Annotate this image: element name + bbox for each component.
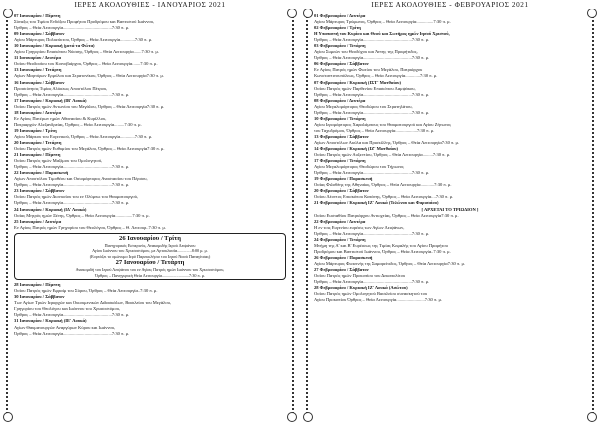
- service-detail: Αγίου Προκοπίου Όρθρος – Θεία Λειτουργία.........................7:30 π. μ.: [314, 297, 443, 303]
- service-date: 22 Φεβρουαρίου / Δευτέρα: [314, 218, 366, 224]
- service-date: 18 Ιανουαρίου / Δευτέρα: [14, 109, 62, 115]
- service-detail: Αγίου Μάρτυρος Πολυεύκτου, Όρθρος – Θεία Λειτουργία.............7:30 π. μ.: [14, 37, 153, 43]
- box-line: Αγίου Ιωάννου του Χρυσοστόμου, με Αρτοκλασία..............8:00 μ. μ.: [92, 248, 208, 254]
- ornament-icon: [3, 8, 13, 18]
- service-detail: Οσίας Φιλοθέης της Αθηναίας, Όρθρος – Θεία Λειτουργία............7:30 π. μ.: [314, 182, 452, 188]
- ornament-icon: [587, 412, 597, 422]
- page-title: ΙΕΡΕΣ ΑΚΟΛΟΥΘΙΕΣ - ΙΑΝΟΥΑΡΙΟΣ 2021: [0, 1, 300, 9]
- service-date: 21 Ιανουαρίου / Πέμπτη: [14, 152, 61, 158]
- service-detail: Όρθρος – Θεία Λειτουργία...........................................7:30 π. μ.: [314, 37, 430, 43]
- service-detail: Όρθρος – Θεία Λειτουργία...........................................7:30 π. μ.: [314, 170, 430, 176]
- ornament-icon: [3, 412, 13, 422]
- service-date: 27 Φεβρουαρίου / Σάββατον: [314, 266, 369, 272]
- service-detail: Όρθρος – Θεία Λειτουργία...........................................7:30 π. μ.: [14, 182, 130, 188]
- service-date: 17 Ιανουαρίου / Κυριακή (ΙΒ' Λουκά): [14, 97, 87, 103]
- service-date: 20 Ιανουαρίου / Τετάρτη: [14, 139, 62, 145]
- service-detail: Η εν τοις Ευγενίου ευρέσις των Αγίων Λειψάνων,: [314, 224, 405, 230]
- service-detail: Αγίου Μάρτυρος Τρύφωνος, Όρθρος – Θεία Λειτουργία...............7:30 π. μ.: [314, 19, 451, 25]
- service-date: 23 Ιανουαρίου / Σάββατον: [14, 188, 65, 194]
- service-date: 31 Ιανουαρίου / Κυριακή (ΙΕ' Λουκά): [14, 318, 87, 324]
- service-detail: Οσίου Πατρός ημών Αντωνίου του Μεγάλου, Όρθρος – Θεία Λειτουργία7:30 π. μ.: [14, 103, 165, 109]
- ornament-icon: [287, 412, 297, 422]
- service-detail: Όρθρος – Θεία Λειτουργία...........................................7:30 π. μ.: [14, 200, 130, 206]
- service-detail: Πατριαρχών Αλεξανδρείας, Όρθρος – Θεία Λειτουργία.........7:30 π. μ.: [14, 121, 142, 127]
- service-detail: Αγίων Μαρτύρων Ερμύλου και Στρατονίκου, Όρθρος – Θεία Λειτουργία7:30 π. μ.: [14, 73, 164, 79]
- service-detail: Οσίου Πατρός ημών Μαξίμου του Ομολογητού,: [14, 158, 103, 164]
- service-date: 01 Φεβρουαρίου / Δευτέρα: [314, 13, 366, 18]
- service-date: 11 Ιανουαρίου / Δευτέρα: [14, 55, 61, 61]
- ornament-icon: [303, 412, 313, 422]
- service-detail: Αγίου Μεγαλομάρτυρος Θεοδώρου του Τήρωνος: [314, 164, 404, 170]
- service-detail: Όρθρος – Θεία Λειτουργία...........................................7:30 π. μ.: [14, 91, 130, 97]
- service-date: 19 Φεβρουαρίου / Παρασκευή: [314, 176, 373, 182]
- box-line: Όρθρος – Πανηγυρική Θεία Λειτουργία..........................7:30 π. μ.: [94, 272, 206, 278]
- service-detail: Όρθρος – Θεία Λειτουργία...........................................7:30 π. μ.: [14, 312, 130, 318]
- box-line: Ανακομιδή του Ιερού Λειψάνου του εν Αγίοις Πατρός ημών Ιωάννου του Χρυσοστόμου,: [75, 267, 225, 273]
- service-detail: Οσίου Πατρός ημών Εφραίμ του Σύρου, Όρθρος – Θεία Λειτουργία..7:30 π. μ.: [14, 288, 158, 294]
- service-detail: Όρθρος – Θεία Λειτουργία...........................................7:30 π. μ.: [314, 109, 430, 115]
- service-detail: Οσίου Πατρός ημών Παρθενίου Επισκόπου Λαμψάκου,: [314, 85, 416, 91]
- service-detail: Όρθρος – Θεία Λειτουργία...........................................7:30 π. μ.: [314, 230, 430, 236]
- service-date: Η Υπαπαντή του Κυρίου και Θεού και Σωτήρος ημών Ιησού Χριστού,: [314, 31, 450, 37]
- ornament-icon: [287, 8, 297, 18]
- schedule-list: [314, 13, 586, 303]
- service-detail: Αγίου Μάρτυρος Φωτεινής της Σαμαρείτιδος, Όρθρος – Θεία Λειτουργία7:30 π. μ.: [314, 260, 466, 266]
- service-detail: Αγίου Γρηγορίου Επισκόπου Νύσσης, Όρθρος – Θεία Λειτουργία.......7:30 π. μ.: [14, 49, 159, 55]
- box-heading: 27 Ιανουαρίου / Τετάρτη: [115, 259, 185, 267]
- ornament-icon: [587, 8, 597, 18]
- service-detail: Οσίου Πατρός ημών Ευθυμίου του Μεγάλου, Όρθρος – Θεία Λειτουργία7:30 π. μ.: [14, 146, 165, 152]
- service-date: 25 Ιανουαρίου / Δευτέρα: [14, 218, 62, 224]
- service-date: 24 Φεβρουαρίου / Τετάρτη: [314, 236, 366, 242]
- service-date: 21 Φεβρουαρίου / Κυριακή ΙΖ' Λουκά (Τελώνου και Φαρισαίου): [314, 200, 439, 206]
- service-detail: Μνήμη της Α' και Β' Ευρέσεως της Τιμίας Κεφαλής του Αγίου Προφήτου: [314, 242, 448, 248]
- service-date: 16 Ιανουαρίου / Σάββατον: [14, 79, 65, 85]
- service-detail: Των Αγίων Τριών Ιεραρχών και Οικουμενικών Διδασκάλων, Βασιλείου του Μεγάλου,: [14, 300, 172, 306]
- service-detail: Οσίου Λέοντος Επισκόπου Κατάνης, Όρθρος – Θεία Λειτουργία....7:30 π. μ.: [314, 194, 454, 200]
- service-detail: Οσίου Πατρός ημών Προκοπίου του Δεκαπολίτου: [314, 273, 406, 279]
- ornament-icon: [303, 8, 313, 18]
- service-date: 07 Φεβρουαρίου / Κυριακή (ΙΣΤ' Ματθαίου): [314, 79, 402, 85]
- service-date: 17 Φεβρουαρίου / Τετάρτη: [314, 158, 366, 164]
- service-detail: Οσίου Πατρός ημών Διονυσίου του εν Ολύμπω του Θαυματουργού,: [14, 194, 139, 200]
- service-date: 20 Φεβρουαρίου / Σάββατον: [314, 188, 369, 194]
- service-detail: Αγίων Αποστόλου Τιμοθέου και Οσιομάρτυρος Αναστασίου του Πέρσου,: [14, 176, 148, 182]
- schedule-list: [14, 13, 286, 337]
- service-detail: Όρθρος – Θεία Λειτουργία...........................................7:30 π. μ.: [314, 279, 430, 285]
- service-date: 30 Ιανουαρίου / Σάββατον: [14, 294, 65, 300]
- service-date: 07 Ιανουαρίου / Πέμπτη: [14, 13, 61, 18]
- service-detail: Όρθρος – Θεία Λειτουργία...........................................7:30 π. μ.: [14, 25, 130, 31]
- service-detail: Όρθρος – Θεία Λειτουργία...........................................7:30 π. μ.: [14, 164, 130, 170]
- page-title: ΙΕΡΕΣ ΑΚΟΛΟΥΘΙΕΣ - ΦΕΒΡΟΥΑΡΙΟΣ 2021: [300, 1, 600, 9]
- service-detail: Εν Αγίοις Πατρός ημών Γρηγορίου του Θεολόγου, Όρθρος – Θ. Λειτουρ..7:30 π. μ.: [14, 224, 166, 230]
- service-detail: Γρηγορίου του Θεολόγου και Ιωάννου του Χρυσοστόμου,: [14, 306, 121, 312]
- service-detail: Εν Αγίοις Πατρός ημών Φωτίου του Μεγάλου, Πατριάρχου: [314, 67, 423, 73]
- service-date: 14 Φεβρουαρίου / Κυριακή (ΙΖ' Ματθαίου): [314, 146, 399, 152]
- service-date: 22 Ιανουαρίου / Παρασκευή: [14, 170, 69, 176]
- service-date: 10 Ιανουαρίου / Κυριακή (μετά τα Φώτα): [14, 43, 95, 49]
- service-detail: Οσίου Πατρός ημών Ομολογητού Βασιλείου συνασκητού του: [314, 291, 428, 297]
- service-date: 09 Ιανουαρίου / Σάββατον: [14, 31, 65, 37]
- service-detail: Όρθρος – Θεία Λειτουργία...........................................7:30 π. μ.: [14, 330, 130, 336]
- service-date: 10 Φεβρουαρίου / Τετάρτη: [314, 115, 366, 121]
- box-line: Πανηγυρικός Εσπερινός, Ανακομιδής Ιερού Λειψάνου: [104, 242, 196, 248]
- service-detail: Κωνσταντινουπόλεως, Όρθρος – Θεία Λειτουργία.............7:30 π. μ.: [314, 73, 438, 79]
- triodion-notice: [ ΑΡΧΕΤΑΙ ΤΟ ΤΡΙΩΔΙΟΝ ]: [421, 206, 479, 212]
- service-detail: Οσίου Πατρός ημών Αυξεντίου, Όρθρος – Θεία Λειτουργία.........7:30 π. μ.: [314, 152, 451, 158]
- service-detail: Αγίου Μεγαλομάρτυρος Θεοδώρου του Στρατηλάτου,: [314, 103, 413, 109]
- box-line: (Εορτάζει το ομώνυμο Ιερό Παρεκκλήσιο του Ιερού Ναού Παναγίτσας): [89, 253, 211, 259]
- service-detail: Όρθρος – Θεία Λειτουργία...........................................7:30 π. μ.: [314, 91, 430, 97]
- service-detail: του Ταχυδρόμου, Όρθρος – Θεία Λειτουργία...................7:30 π. μ.: [314, 127, 435, 133]
- service-date: 28 Ιανουαρίου / Πέμπτη: [14, 282, 61, 288]
- service-detail: Αγίου Συμεών του Θεοδόχου και Άννης της Προφήτιδος,: [314, 49, 418, 55]
- service-detail: Εν Αγίοις Πατέρων ημών Αθανασίου & Κυρίλλου,: [14, 115, 107, 121]
- service-date: 24 Ιανουαρίου / Κυριακή (ΙΔ' Λουκά): [14, 206, 87, 212]
- service-detail: Αγίων Θαυματουργών Αναργύρων Κύρου και Ιωάννου,: [14, 324, 116, 330]
- february-page: [300, 0, 600, 424]
- service-detail: Όρθρος – Θεία Λειτουργία...........................................7:30 π. μ.: [314, 55, 430, 61]
- service-detail: Σύναξις του Τιμίου Ενδόξου Προφήτου Προδρόμου και Βαπτιστού Ιωάννου,: [14, 19, 155, 25]
- service-date: 26 Φεβρουαρίου / Παρασκευή: [314, 254, 373, 260]
- box-heading: 26 Ιανουαρίου / Τρίτη: [119, 234, 181, 242]
- service-detail: Προσκύνησις Τιμίας Αλύσεως Αποστόλου Πέτρου,: [14, 85, 108, 91]
- service-detail: Οσίας Μητρός ημών Ξένης, Όρθρος – Θεία Λειτουργία...............7:30 π. μ.: [14, 212, 150, 218]
- service-date: 13 Φεβρουαρίου / Σάββατον: [314, 133, 369, 139]
- service-detail: Προδρόμου και Βαπτιστού Ιωάννου, Όρθρος – Θεία Λειτουργία..7:30 π. μ.: [314, 248, 451, 254]
- service-date: 28 Φεβρουαρίου / Κυριακή ΙΖ' Λουκά (Ασώτου): [314, 285, 408, 291]
- service-date: 03 Φεβρουαρίου / Τετάρτη: [314, 43, 366, 49]
- service-detail: Οσίου Ευσταθίου Πατριάρχου Αντιοχείας, Όρθρος – Θεία Λειτουργία7:30 π. μ.: [314, 212, 459, 218]
- service-date: 13 Ιανουαρίου / Τετάρτη: [14, 67, 62, 73]
- feast-highlight-box: [14, 233, 286, 281]
- service-date: 08 Φεβρουαρίου / Δευτέρα: [314, 97, 366, 103]
- service-detail: Αγίου Μάρκου του Ευγενικού, Όρθρος – Θεία Λειτουργία.............7:30 π. μ.: [14, 133, 153, 139]
- service-detail: Οσίου Θεοδοσίου του Κοινοβιάρχου, Όρθρος – Θεία Λειτουργία.......7:30 π. μ.: [14, 61, 158, 67]
- service-detail: Αγίων Αποστόλων Ακύλα και Πρισκίλλης, Όρθρος – Θεία Λειτουργία7:30 π. μ.: [314, 139, 460, 145]
- service-date: 02 Φεβρουαρίου / Τρίτη: [314, 25, 361, 31]
- service-date: 19 Ιανουαρίου / Τρίτη: [14, 127, 57, 133]
- service-date: 06 Φεβρουαρίου / Σάββατον: [314, 61, 369, 67]
- service-detail: Αγίου Ιερομάρτυρος Χαραλάμπους του Θαυματουργού και Αγίου Ζήνωνος: [314, 121, 452, 127]
